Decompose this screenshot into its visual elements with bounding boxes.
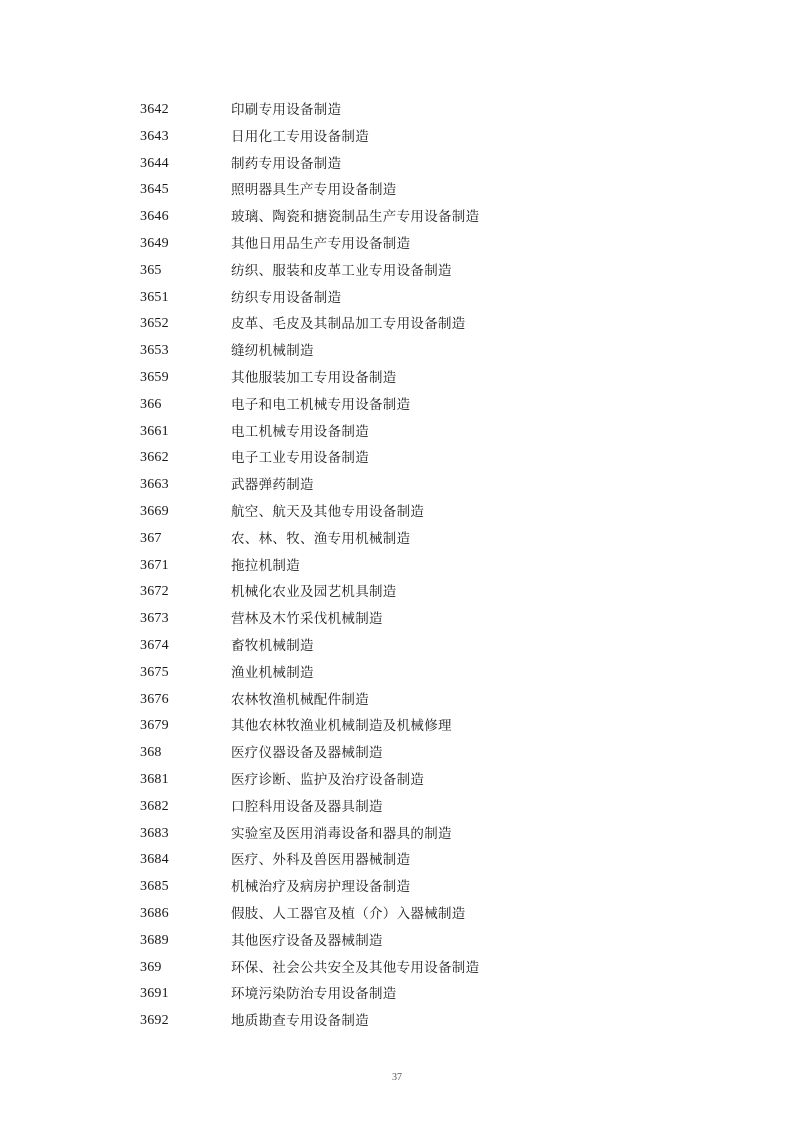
industry-code: 3673 bbox=[140, 611, 169, 627]
list-item bbox=[0, 124, 794, 151]
industry-name: 农林牧渔机械配件制造 bbox=[231, 691, 369, 708]
industry-name: 环境污染防治专用设备制造 bbox=[231, 986, 397, 1003]
industry-name: 缝纫机械制造 bbox=[231, 343, 314, 360]
list-item bbox=[0, 177, 794, 204]
list-item bbox=[0, 794, 794, 821]
industry-name: 电子工业专用设备制造 bbox=[231, 450, 369, 467]
list-item bbox=[0, 928, 794, 955]
industry-code: 369 bbox=[140, 959, 162, 975]
industry-code: 3643 bbox=[140, 128, 169, 144]
industry-code: 3685 bbox=[140, 879, 169, 895]
list-item bbox=[0, 419, 794, 446]
industry-code: 365 bbox=[140, 262, 162, 278]
industry-name: 渔业机械制造 bbox=[231, 664, 314, 681]
industry-name: 其他农林牧渔业机械制造及机械修理 bbox=[231, 718, 452, 735]
list-item bbox=[0, 874, 794, 901]
industry-code: 3662 bbox=[140, 450, 169, 466]
industry-name: 照明器具生产专用设备制造 bbox=[231, 182, 397, 199]
industry-code: 3642 bbox=[140, 102, 169, 117]
list-item bbox=[0, 526, 794, 553]
industry-code: 3651 bbox=[140, 289, 169, 305]
industry-code: 3691 bbox=[140, 986, 169, 1002]
industry-name: 假肢、人工器官及植（介）入器械制造 bbox=[231, 905, 466, 922]
industry-code: 3674 bbox=[140, 637, 169, 653]
industry-code: 367 bbox=[140, 530, 162, 546]
industry-name: 日用化工专用设备制造 bbox=[231, 128, 369, 145]
list-item bbox=[0, 97, 794, 124]
industry-name: 制药专用设备制造 bbox=[231, 155, 342, 172]
industry-code: 3681 bbox=[140, 771, 169, 787]
industry-name: 印刷专用设备制造 bbox=[231, 102, 342, 118]
list-item bbox=[0, 579, 794, 606]
list-item bbox=[0, 204, 794, 231]
list-item bbox=[0, 606, 794, 633]
industry-code: 3679 bbox=[140, 718, 169, 734]
list-item bbox=[0, 151, 794, 178]
list-item bbox=[0, 740, 794, 767]
industry-code: 3659 bbox=[140, 369, 169, 385]
list-item bbox=[0, 767, 794, 794]
list-item bbox=[0, 713, 794, 740]
industry-name: 农、林、牧、渔专用机械制造 bbox=[231, 530, 411, 547]
industry-code: 3653 bbox=[140, 343, 169, 359]
industry-name: 电子和电工机械专用设备制造 bbox=[231, 396, 411, 413]
list-item bbox=[0, 901, 794, 928]
industry-name: 机械化农业及园艺机具制造 bbox=[231, 584, 397, 601]
industry-name: 纺织专用设备制造 bbox=[231, 289, 342, 306]
industry-name: 口腔科用设备及器具制造 bbox=[231, 798, 383, 815]
industry-code: 3649 bbox=[140, 235, 169, 251]
industry-name: 医疗仪器设备及器械制造 bbox=[231, 745, 383, 762]
industry-name: 航空、航天及其他专用设备制造 bbox=[231, 503, 425, 520]
list-item bbox=[0, 285, 794, 312]
list-item bbox=[0, 365, 794, 392]
industry-code: 3669 bbox=[140, 503, 169, 519]
list-item bbox=[0, 472, 794, 499]
industry-code: 368 bbox=[140, 745, 162, 761]
list-item bbox=[0, 338, 794, 365]
industry-name: 拖拉机制造 bbox=[231, 557, 300, 574]
industry-code: 3644 bbox=[140, 155, 169, 171]
industry-name: 纺织、服装和皮革工业专用设备制造 bbox=[231, 262, 452, 279]
industry-name: 电工机械专用设备制造 bbox=[231, 423, 369, 440]
industry-name: 玻璃、陶瓷和搪瓷制品生产专用设备制造 bbox=[231, 209, 480, 226]
industry-code: 3675 bbox=[140, 664, 169, 680]
industry-code: 3646 bbox=[140, 209, 169, 225]
list-item bbox=[0, 553, 794, 580]
industry-name: 其他日用品生产专用设备制造 bbox=[231, 235, 411, 252]
industry-name: 皮革、毛皮及其制品加工专用设备制造 bbox=[231, 316, 466, 333]
list-item bbox=[0, 981, 794, 1008]
industry-name: 畜牧机械制造 bbox=[231, 637, 314, 654]
list-item bbox=[0, 445, 794, 472]
industry-code: 3671 bbox=[140, 557, 169, 573]
list-item bbox=[0, 231, 794, 258]
list-item bbox=[0, 633, 794, 660]
list-item bbox=[0, 821, 794, 848]
industry-name: 地质勘查专用设备制造 bbox=[231, 1013, 369, 1030]
list-item bbox=[0, 955, 794, 982]
industry-name: 营林及木竹采伐机械制造 bbox=[231, 611, 383, 628]
industry-name: 其他医疗设备及器械制造 bbox=[231, 932, 383, 949]
list-item bbox=[0, 311, 794, 338]
list-item bbox=[0, 687, 794, 714]
list-item bbox=[0, 499, 794, 526]
industry-name: 实验室及医用消毒设备和器具的制造 bbox=[231, 825, 452, 842]
industry-code-list bbox=[0, 97, 794, 1035]
industry-code: 3652 bbox=[140, 316, 169, 332]
industry-code: 3689 bbox=[140, 932, 169, 948]
list-item bbox=[0, 660, 794, 687]
industry-name: 医疗诊断、监护及治疗设备制造 bbox=[231, 771, 425, 788]
industry-code: 3676 bbox=[140, 691, 169, 707]
page-number: 37 bbox=[392, 1072, 402, 1083]
industry-name: 医疗、外科及兽医用器械制造 bbox=[231, 852, 411, 869]
industry-code: 3684 bbox=[140, 852, 169, 868]
list-item bbox=[0, 258, 794, 285]
industry-code: 366 bbox=[140, 396, 162, 412]
industry-code: 3663 bbox=[140, 477, 169, 493]
list-item bbox=[0, 392, 794, 419]
industry-code: 3672 bbox=[140, 584, 169, 600]
list-item bbox=[0, 847, 794, 874]
industry-name: 武器弹药制造 bbox=[231, 477, 314, 494]
industry-name: 机械治疗及病房护理设备制造 bbox=[231, 879, 411, 896]
industry-code: 3682 bbox=[140, 798, 169, 814]
industry-code: 3686 bbox=[140, 905, 169, 921]
industry-code: 3683 bbox=[140, 825, 169, 841]
list-item bbox=[0, 1008, 794, 1035]
industry-name: 环保、社会公共安全及其他专用设备制造 bbox=[231, 959, 480, 976]
industry-code: 3692 bbox=[140, 1013, 169, 1029]
industry-name: 其他服装加工专用设备制造 bbox=[231, 369, 397, 386]
industry-code: 3645 bbox=[140, 182, 169, 198]
industry-code: 3661 bbox=[140, 423, 169, 439]
